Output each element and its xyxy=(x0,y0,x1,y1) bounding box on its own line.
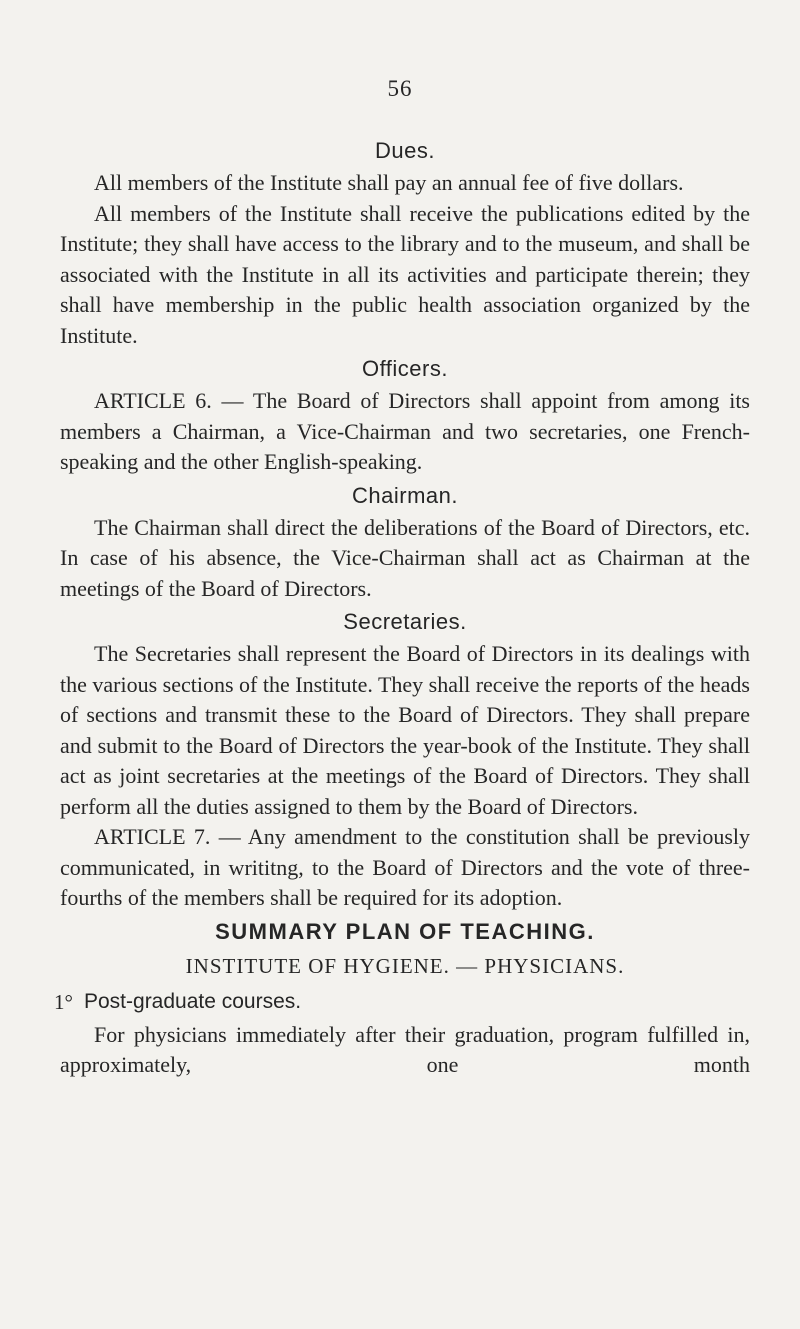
officers-paragraph: ARTICLE 6. — The Board of Directors shall appoint from among its members a Chairman, a Vice-Chairman and two secretaries, one French-speaking and the other English-speaking. xyxy=(60,388,750,474)
item-number: 1° xyxy=(54,989,73,1014)
dues-heading: Dues. xyxy=(375,138,435,163)
dues-paragraph-2: All members of the Institute shall receive the publications edited by the Institute; they shall have access to the library and to the museum, and shall be associated with the Institute in all its activities and participate therein; they shall have membership in the public health association organized by the Institute. xyxy=(60,200,750,348)
page-number: 56 xyxy=(387,76,413,101)
secretaries-paragraph: The Secretaries shall represent the Board of Directors in its dealings with the various sections of the Institute. They shall receive the reports of the heads of sections and transmit these to the Board of Directors. They shall prepare and submit to the Board of Directors the year-book of the Institute. They shall act as joint secretaries at the meetings of the Board of Directors. They shall perform all the duties assigned to them by the Board of Directors. xyxy=(60,641,750,819)
chairman-paragraph: The Chairman shall direct the deliberations of the Board of Directors, etc. In case of his absence, the Vice-Chairman shall act as Chairman at the meetings of the Board of Directors. xyxy=(60,514,750,601)
summary-plan-heading: SUMMARY PLAN OF TEACHING. xyxy=(215,918,595,944)
officers-heading: Officers. xyxy=(361,356,448,381)
item-label: Post-graduate courses. xyxy=(84,989,302,1013)
chairman-heading: Chairman. xyxy=(352,482,458,508)
article-7-paragraph: ARTICLE 7. — Any amendment to the constitution shall be previously communicated, in writitng, to the Board of Directors and the vote of three-fourths of the members shall be required for its adoption. xyxy=(60,824,750,910)
page-content xyxy=(54,133,750,1081)
item-paragraph: For physicians immediately after their graduation, program fulfilled in, approximately, one month xyxy=(60,1021,750,1077)
numbered-item xyxy=(54,984,750,1020)
dues-paragraph-1: All members of the Institute shall pay an annual fee of five dollars. xyxy=(94,170,684,195)
institute-heading: INSTITUTE OF HYGIENE. — PHYSICIANS. xyxy=(185,953,625,978)
secretaries-heading: Secretaries. xyxy=(343,609,467,634)
